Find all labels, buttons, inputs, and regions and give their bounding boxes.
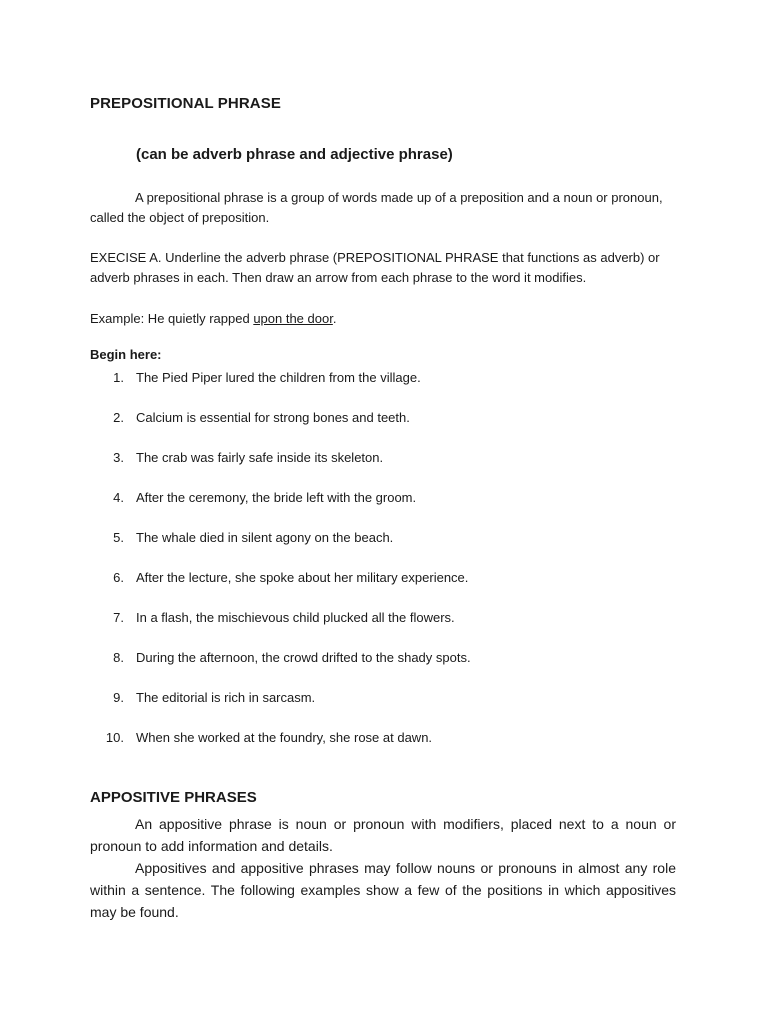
item-text: After the lecture, she spoke about her military experience. [136, 570, 469, 585]
item-number: 10. [105, 730, 124, 745]
item-number: 3. [113, 450, 124, 465]
intro-paragraph: A prepositional phrase is a group of words made up of a preposition and a noun or pronoun, called the object of preposition. [90, 190, 663, 225]
item-number: 4. [113, 490, 124, 505]
list-item [90, 608, 690, 648]
list-item [90, 528, 690, 568]
appositive-paragraph-1: An appositive phrase is noun or pronoun with modifiers, placed next to a noun or pronoun to add information and details. [90, 816, 676, 854]
appositive-heading: APPOSITIVE PHRASES [90, 789, 257, 806]
list-item [90, 488, 690, 528]
exercise-list [90, 368, 690, 768]
item-number: 7. [113, 610, 124, 625]
item-text: When she worked at the foundry, she rose at dawn. [136, 730, 433, 745]
item-number: 9. [113, 690, 124, 705]
item-text: The whale died in silent agony on the beach. [136, 530, 394, 545]
list-item [90, 408, 690, 448]
appositive-paragraph-2: Appositives and appositive phrases may follow nouns or pronouns in almost any role within a sentence. The following examples show a few of the positions in which appositives may be found. [90, 860, 676, 920]
begin-label: Begin here: [90, 347, 162, 362]
item-text: The crab was fairly safe inside its skeleton. [136, 450, 384, 465]
example-suffix: . [332, 311, 337, 326]
list-item [90, 728, 690, 768]
example-prefix: Example: He quietly rapped [90, 311, 254, 326]
item-text: After the ceremony, the bride left with the groom. [136, 490, 417, 505]
item-number: 2. [113, 410, 124, 425]
example-sentence [90, 309, 336, 329]
list-item [90, 568, 690, 608]
item-number: 8. [113, 650, 124, 665]
item-text: Calcium is essential for strong bones and teeth. [136, 410, 410, 425]
item-number: 6. [113, 570, 124, 585]
list-item [90, 648, 690, 688]
item-text: The editorial is rich in sarcasm. [136, 690, 316, 705]
example-underlined-phrase: upon the door [253, 311, 333, 326]
item-text: In a flash, the mischievous child plucked all the flowers. [136, 610, 455, 625]
item-number: 1. [113, 370, 124, 385]
list-item [90, 688, 690, 728]
item-text: During the afternoon, the crowd drifted to the shady spots. [136, 650, 471, 665]
list-item [90, 368, 690, 408]
item-text: The Pied Piper lured the children from the village. [136, 370, 421, 385]
list-item [90, 448, 690, 488]
item-number: 5. [113, 530, 124, 545]
page-title: PREPOSITIONAL PHRASE [90, 95, 281, 112]
page-subtitle: (can be adverb phrase and adjective phrase) [136, 146, 453, 163]
exercise-instructions: EXECISE A. Underline the adverb phrase (PREPOSITIONAL PHRASE that functions as adverb) or adverb phrases in each. Then draw an arrow from each phrase to the word it modifies. [90, 250, 660, 285]
